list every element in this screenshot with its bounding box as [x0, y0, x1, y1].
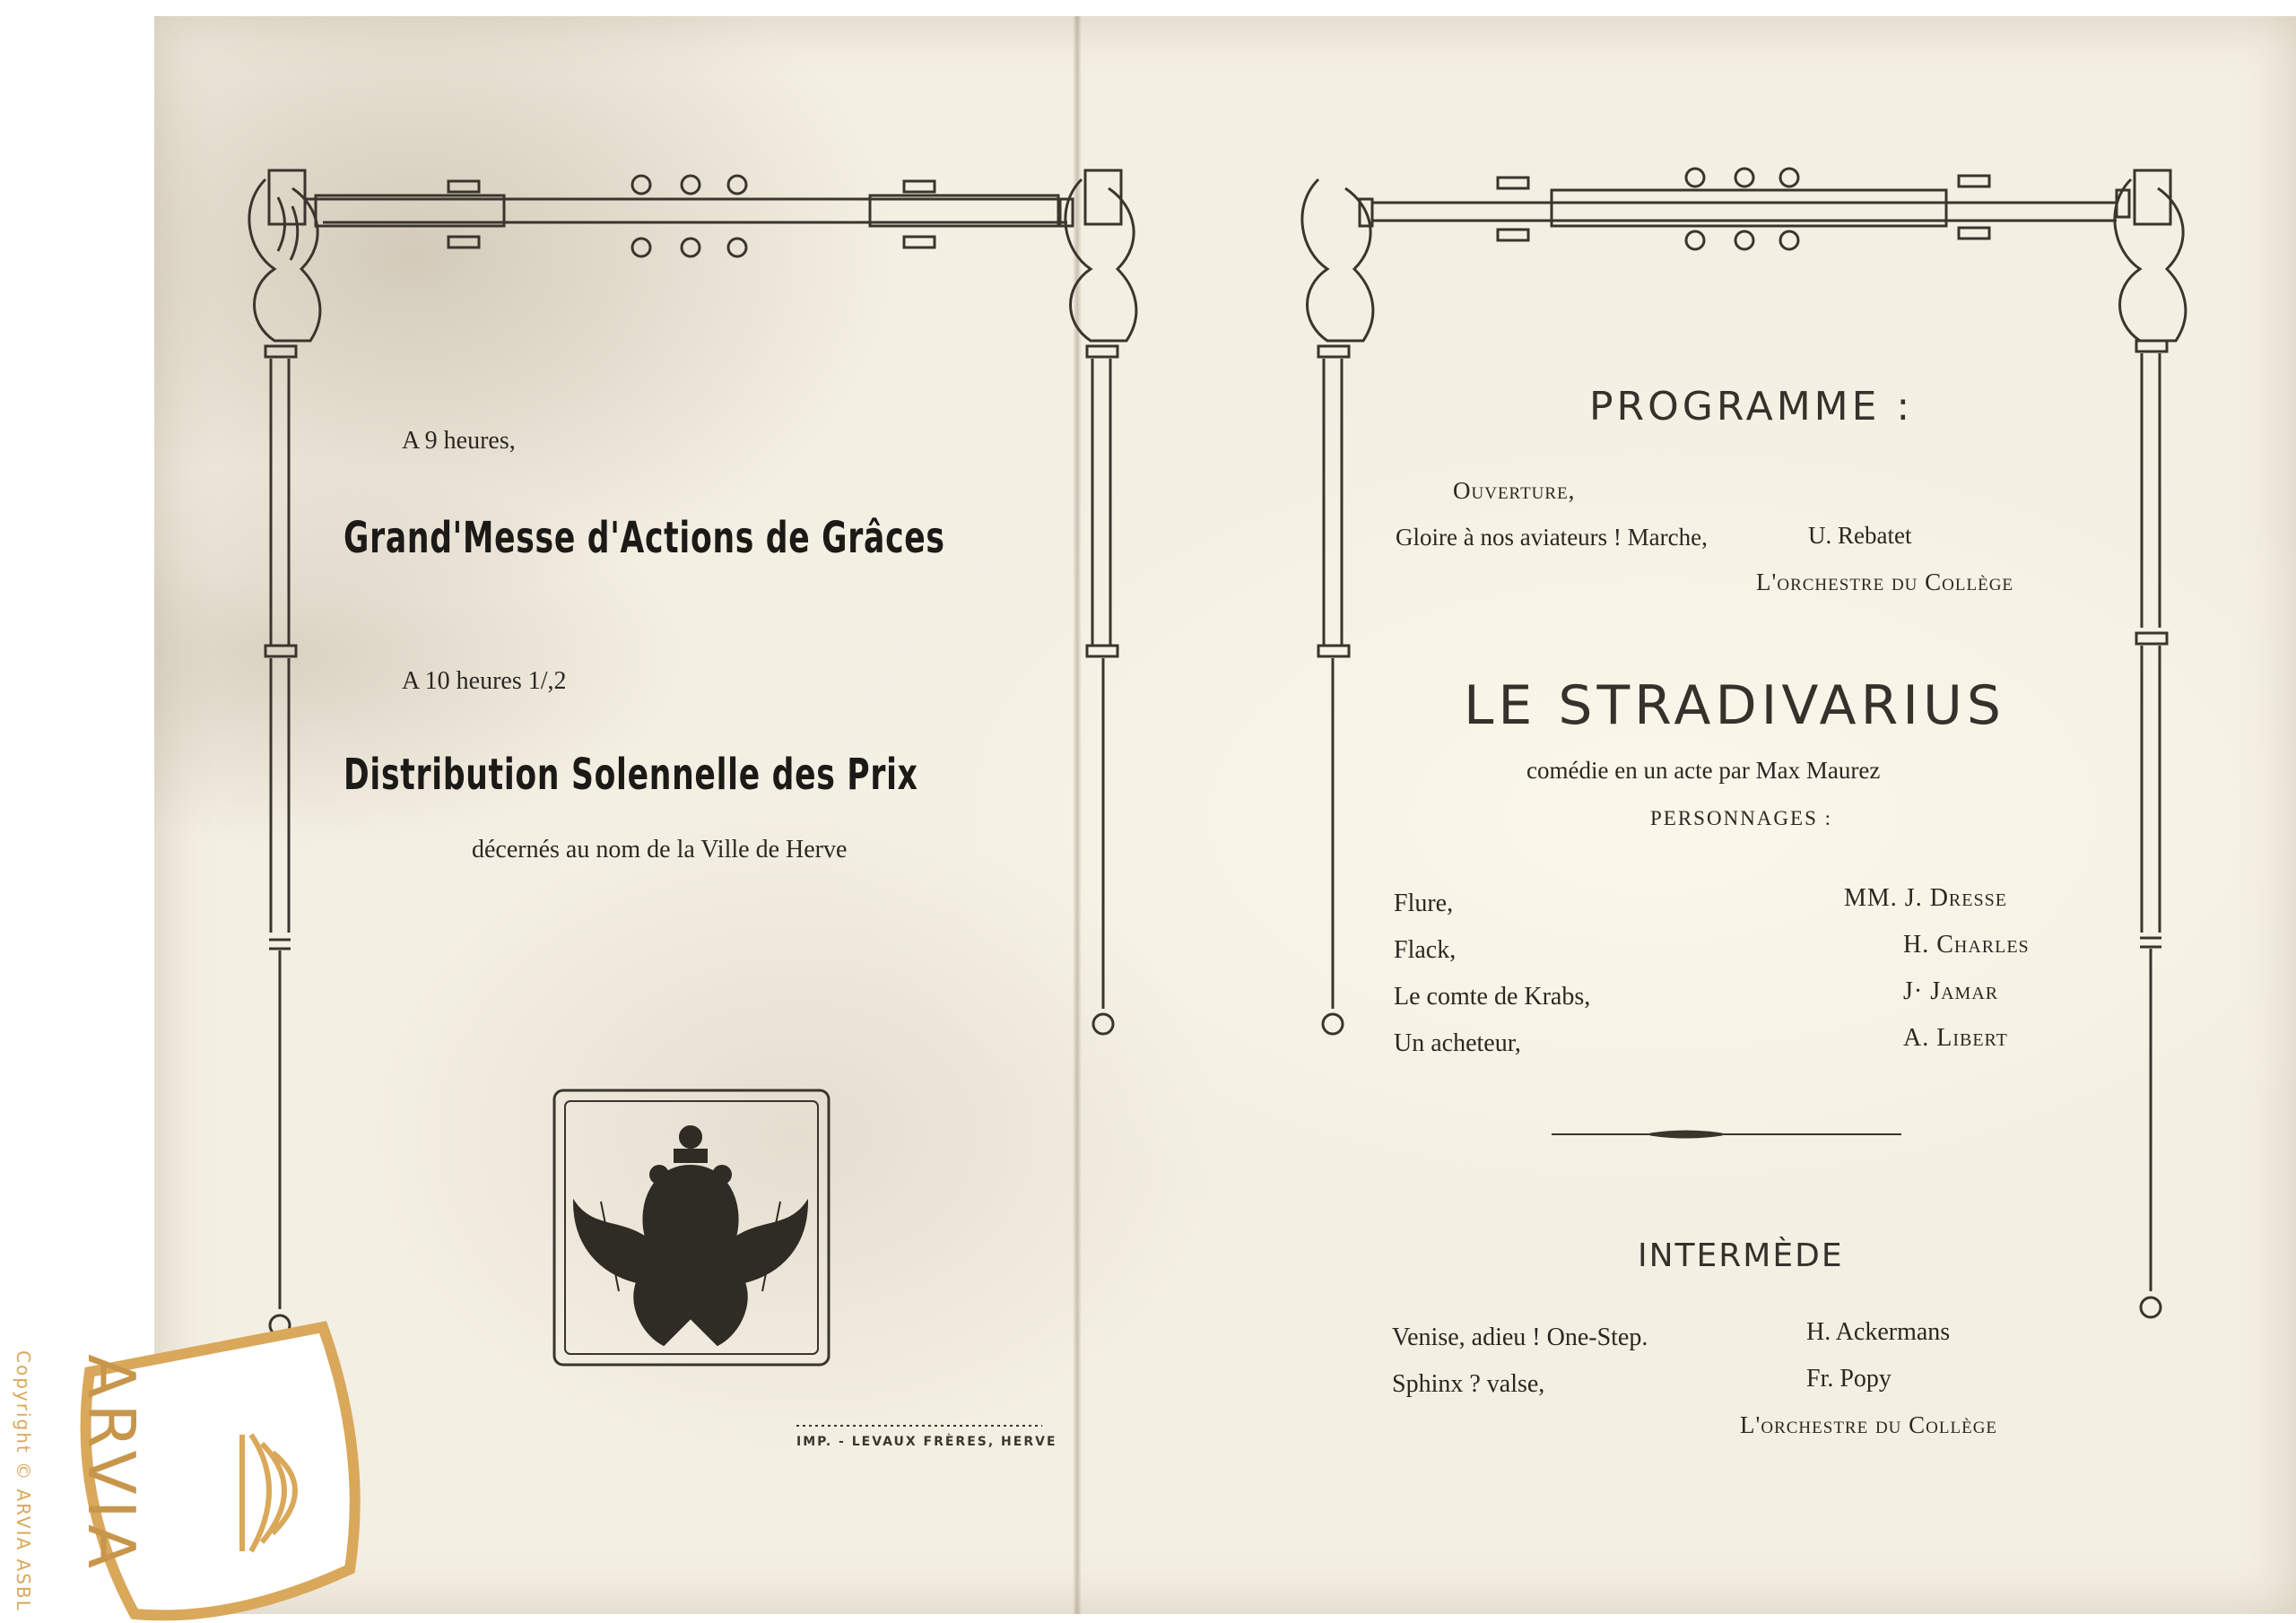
- interlude-composer: H. Ackermans: [1806, 1318, 1951, 1346]
- play-subtitle: comédie en un acte par Max Maurez: [1526, 757, 1881, 784]
- orchestra-1: L'orchestre du Collège: [1756, 568, 2014, 595]
- cast-actor: A. Libert: [1903, 1024, 2008, 1052]
- overture-piece: Gloire à nos aviateurs ! Marche,: [1396, 524, 1708, 551]
- event-2-title: Distribution Solennelle des Prix: [344, 750, 918, 800]
- programme-heading: PROGRAMME :: [1589, 384, 1914, 430]
- cast-role: Flure,: [1394, 890, 1454, 917]
- cast-actor: H. Charles: [1903, 931, 2030, 959]
- time-1: A 9 heures,: [402, 427, 516, 455]
- arvia-logo-text: ARVIA: [74, 1354, 149, 1575]
- event-2-subtitle: décernés au nom de la Ville de Herve: [472, 836, 848, 864]
- play-title: LE STRADIVARIUS: [1464, 674, 2005, 737]
- time-2: A 10 heures 1/,2: [402, 667, 567, 695]
- orchestra-2: L'orchestre du Collège: [1740, 1411, 1998, 1438]
- personnages-label: PERSONNAGES :: [1650, 807, 1833, 829]
- overture-label: Ouverture,: [1453, 477, 1576, 504]
- cast-role: Flack,: [1394, 936, 1457, 964]
- interlude-piece: Sphinx ? valse,: [1392, 1370, 1545, 1398]
- interlude-piece: Venise, adieu ! One-Step.: [1392, 1324, 1648, 1351]
- interlude-heading: INTERMÈDE: [1638, 1237, 1844, 1274]
- cast-role: Le comte de Krabs,: [1394, 983, 1591, 1011]
- cast-actor: J· Jamar: [1903, 977, 1999, 1005]
- interlude-composer: Fr. Popy: [1806, 1365, 1892, 1393]
- event-1-title: Grand'Messe d'Actions de Grâces: [344, 513, 945, 563]
- cast-role: Un acheteur,: [1394, 1029, 1521, 1057]
- cast-actor: MM. J. Dresse: [1844, 884, 2007, 912]
- page-fold: [1073, 16, 1082, 1614]
- imprint: IMP. - LEVAUX FRÈRES, HERVE: [796, 1435, 1057, 1449]
- overture-composer: U. Rebatet: [1808, 522, 1912, 549]
- copyright-watermark: Copyright © ARVIA ASBL: [13, 1350, 34, 1612]
- programme-spread: [154, 16, 2296, 1614]
